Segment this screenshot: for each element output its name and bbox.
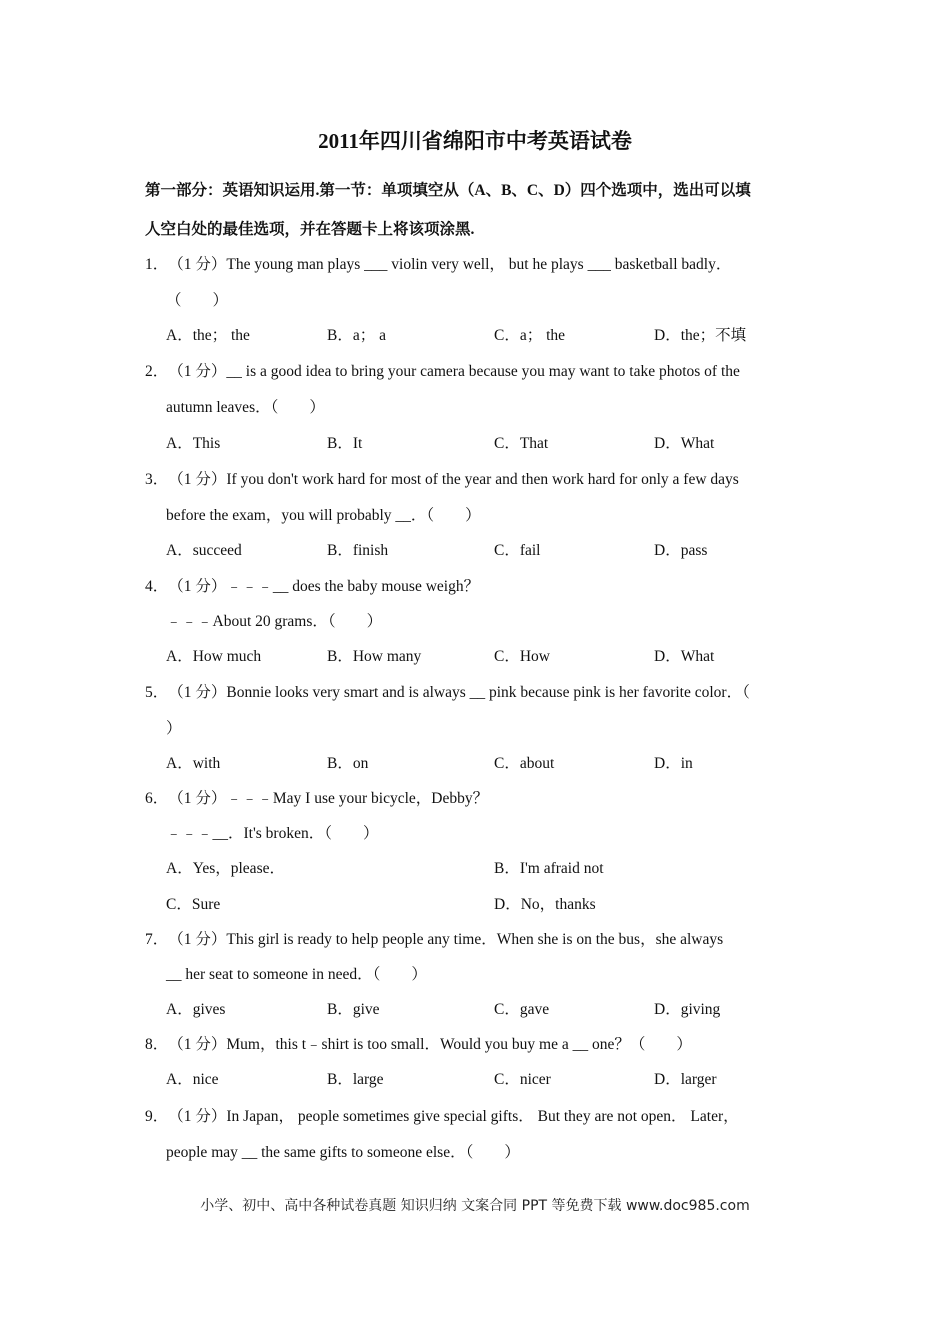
question-text-continued: （ ） [166,292,229,309]
question-text-continued: ﹣﹣﹣__．It's broken．（ ） [166,825,379,842]
option-d: D．What [654,648,715,665]
question-number: 1． [145,256,169,273]
question-number: 8． [145,1036,169,1053]
question-text-continued: people may __ the same gifts to someone else．（ ） [166,1144,520,1161]
option-b: B．It [327,435,363,452]
option-d: D．the；不填 [654,327,747,344]
question-1 [145,255,731,275]
question-5 [145,683,750,703]
option-a: A．Yes，please． [166,860,285,877]
option-d: D．No，thanks [494,896,596,913]
option-d: D．larger [654,1071,717,1088]
option-a: A．nice [166,1071,219,1088]
question-text-continued: ） [166,720,182,737]
option-d: D．pass [654,542,708,559]
question-text: （1 分）Mum，this t﹣shirt is too small．Would you buy me a __ one？（ ） [168,1036,692,1053]
option-d: D．in [654,755,693,772]
question-text: （1 分）The young man plays ___ violin very well， but he plays ___ basketball badly． [168,256,732,273]
option-c: C．That [494,435,549,452]
question-text-continued: __ her seat to someone in need．（ ） [166,966,427,983]
question-8 [145,1035,692,1055]
option-b: B．large [327,1071,384,1088]
question-text: （1 分）﹣﹣﹣May I use your bicycle，Debby？ [168,790,489,807]
page-title: 2011年四川省绵阳市中考英语试卷 [318,129,632,153]
option-d: D．What [654,435,715,452]
option-b: B．on [327,755,369,772]
option-b: B．I'm afraid not [494,860,604,877]
question-number: 4． [145,578,169,595]
option-b: B．finish [327,542,389,559]
option-a: A．with [166,755,221,772]
question-number: 2． [145,363,169,380]
option-c: C．nicer [494,1071,551,1088]
footer-advertisement: 小学、初中、高中各种试卷真题 知识归纳 文案合同 PPT 等免费下载 www.doc985.com [200,1198,750,1214]
question-text: （1 分）﹣﹣﹣__ does the baby mouse weigh？ [168,578,480,595]
option-c: C．Sure [166,896,221,913]
option-a: A．succeed [166,542,242,559]
question-9 [145,1107,739,1127]
question-number: 3． [145,471,169,488]
option-a: A．the； the [166,327,250,344]
option-c: C．a； the [494,327,566,344]
question-text: （1 分）Bonnie looks very smart and is always __ pink because pink is her favorite color．（ [168,684,750,701]
question-number: 5． [145,684,169,701]
question-text-continued: before the exam，you will probably __．（ ） [166,507,481,524]
option-c: C．gave [494,1001,550,1018]
question-3 [145,470,739,490]
option-d: D．giving [654,1001,721,1018]
instructions-line-1: 第一部分：英语知识运用.第一节：单项填空从（A、B、C、D）四个选项中，选出可以填 [145,182,751,199]
option-c: C．about [494,755,555,772]
question-4 [145,577,479,597]
option-a: A．How much [166,648,262,665]
option-a: A．gives [166,1001,226,1018]
instructions-line-2: 人空白处的最佳选项，并在答题卡上将该项涂黑. [145,221,475,238]
option-b: B．How many [327,648,422,665]
option-c: C．How [494,648,550,665]
question-text: （1 分）__ is a good idea to bring your camera because you may want to take photos of the [168,363,740,380]
question-text-continued: autumn leaves．（ ） [166,399,325,416]
option-b: B．give [327,1001,380,1018]
question-7 [145,930,723,950]
option-a: A．This [166,435,221,452]
question-6 [145,789,488,809]
question-text-continued: ﹣﹣﹣About 20 grams．（ ） [166,613,383,630]
option-b: B．a； a [327,327,386,344]
question-text: （1 分）If you don't work hard for most of the year and then work hard for only a few days [168,471,739,488]
option-c: C．fail [494,542,541,559]
question-number: 9． [145,1108,169,1125]
question-number: 6． [145,790,169,807]
question-text: （1 分）In Japan， people sometimes give special gifts． But they are not open． Later， [168,1108,739,1125]
question-text: （1 分）This girl is ready to help people any time．When she is on the bus，she always [168,931,724,948]
question-number: 7． [145,931,169,948]
question-2 [145,362,740,382]
